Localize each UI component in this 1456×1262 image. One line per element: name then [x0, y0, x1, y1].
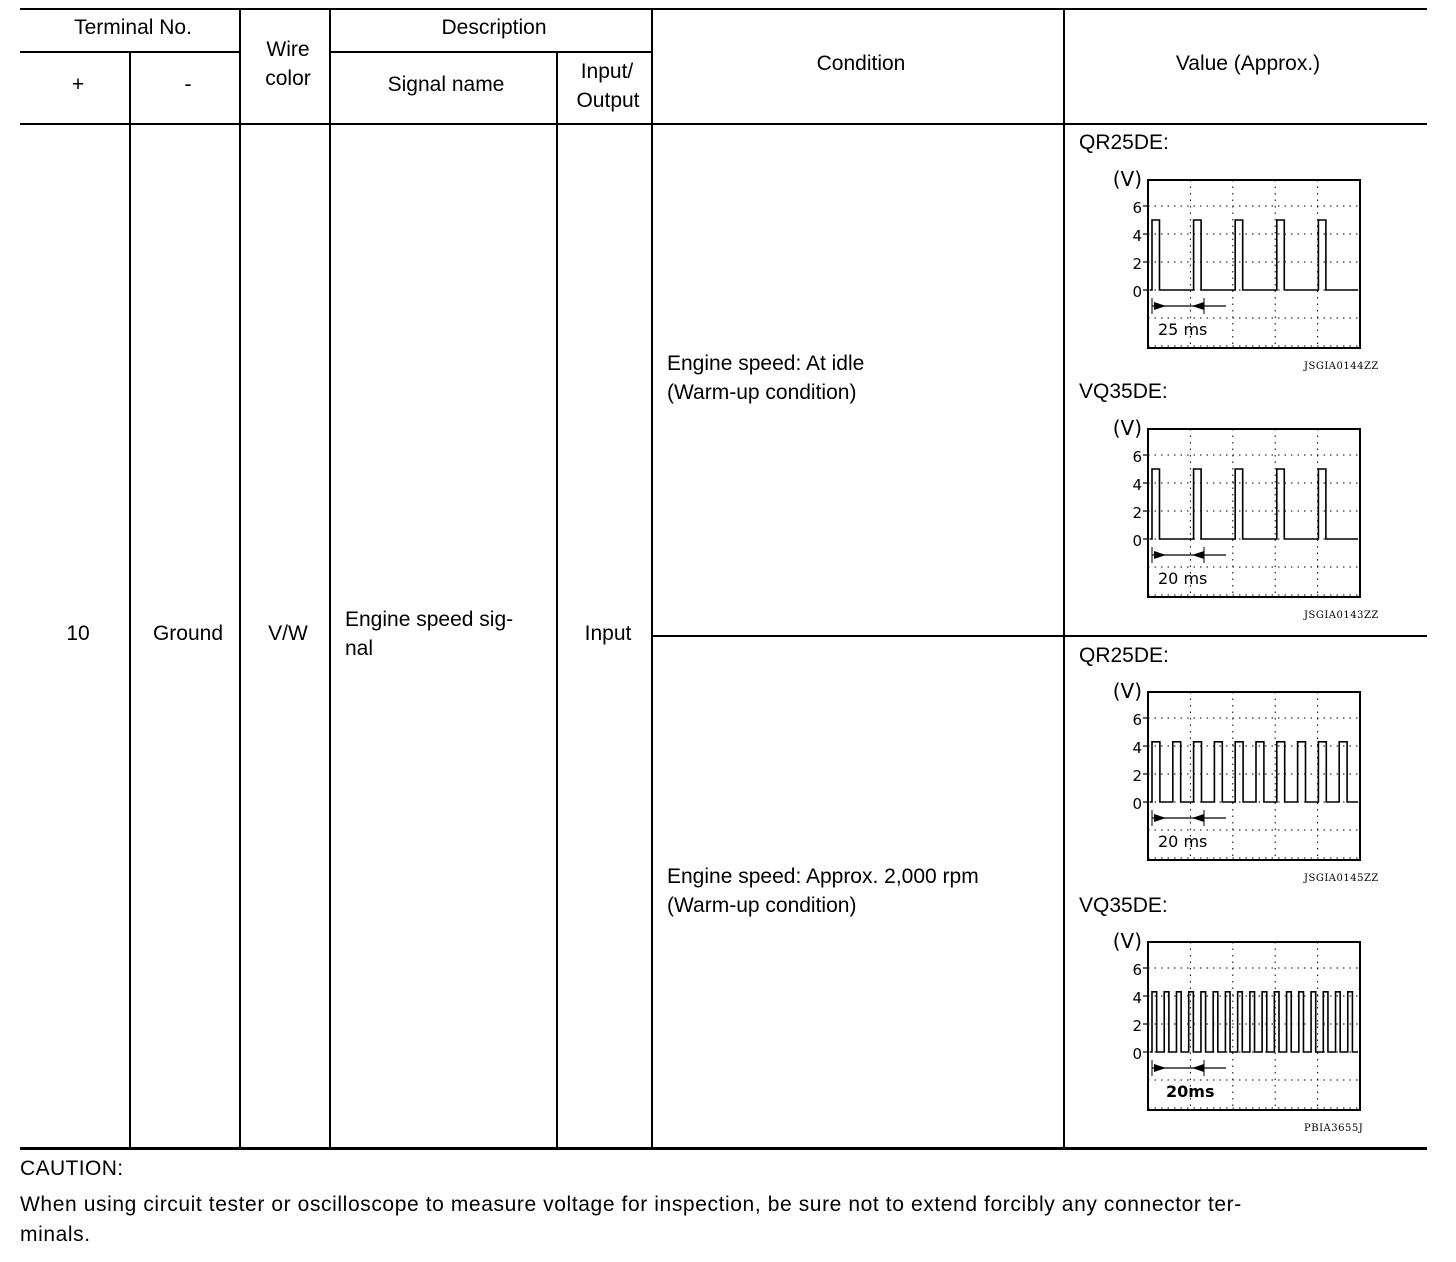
scope-vq35de-2000 — [1112, 929, 1370, 1120]
col-divider-2 — [239, 9, 241, 1148]
scope-waveform — [1150, 742, 1358, 802]
scope-tick-6: 6 — [1132, 711, 1142, 729]
scope-tick-0: 0 — [1132, 1045, 1142, 1063]
col-divider-4 — [556, 52, 558, 1148]
header-mid-rule-description — [330, 51, 652, 53]
scope-tick-4: 4 — [1132, 227, 1142, 245]
scope-qr25de-2000 — [1112, 679, 1370, 870]
period-arrow-head-right — [1192, 551, 1204, 559]
scope-code-vq35de-idle: JSGIA0143ZZ — [1304, 610, 1379, 621]
condition-2000rpm-line1: Engine speed: Approx. 2,000 rpm — [667, 865, 979, 888]
scope-vq35de-idle — [1112, 416, 1370, 607]
period-arrow-head-left — [1154, 1064, 1166, 1072]
signal-name-cell-line2: nal — [345, 637, 374, 660]
period-arrow-head-right — [1192, 302, 1204, 310]
scope-tick-4: 4 — [1132, 476, 1142, 494]
wire-color-cell: V/W — [268, 622, 308, 645]
col-divider-3 — [329, 9, 331, 1148]
scope-time-label: 20ms — [1166, 1082, 1215, 1101]
scope-tick-6: 6 — [1132, 199, 1142, 217]
header-wire-color-1: Wire — [266, 38, 310, 61]
table-bottom-border — [20, 1147, 1427, 1150]
col-divider-1 — [129, 52, 131, 1148]
header-condition: Condition — [816, 52, 906, 75]
scope-qr25de-idle — [1112, 167, 1370, 358]
condition-2000rpm-line2: (Warm-up condition) — [667, 894, 857, 917]
header-terminal-no: Terminal No. — [74, 16, 192, 39]
scope-unit-label: (V) — [1112, 929, 1142, 953]
scope-code-vq35de-2000: PBIA3655J — [1304, 1123, 1364, 1134]
scope-tick-0: 0 — [1132, 532, 1142, 550]
engine-label-qr25de-2000: QR25DE: — [1079, 644, 1169, 667]
period-arrow-head-left — [1154, 302, 1166, 310]
scope-waveform — [1150, 220, 1358, 290]
caution-text-line1: When using circuit tester or oscilloscope to measure voltage for inspection, be sure not to extend forcibly any connector ter- — [20, 1193, 1242, 1216]
engine-label-vq35de-idle: VQ35DE: — [1079, 380, 1168, 403]
header-bottom-rule — [20, 123, 1427, 125]
scope-waveform — [1150, 992, 1358, 1052]
header-description: Description — [441, 16, 547, 39]
engine-label-qr25de-idle: QR25DE: — [1079, 131, 1169, 154]
scope-unit-label: (V) — [1112, 679, 1142, 703]
condition-idle-line1: Engine speed: At idle — [667, 352, 865, 375]
col-divider-5 — [651, 9, 653, 1148]
header-signal-name: Signal name — [387, 73, 505, 96]
period-arrow-head-left — [1154, 814, 1166, 822]
col-divider-6 — [1063, 9, 1065, 1148]
scope-tick-2: 2 — [1132, 1017, 1142, 1035]
header-value: Value (Approx.) — [1175, 52, 1321, 75]
io-cell: Input — [584, 622, 632, 645]
caution-text-line2: minals. — [20, 1223, 91, 1246]
engine-label-vq35de-2000: VQ35DE: — [1079, 894, 1168, 917]
period-arrow-head-right — [1192, 814, 1204, 822]
header-plus: + — [71, 73, 85, 96]
scope-unit-label: (V) — [1112, 167, 1142, 191]
scope-tick-4: 4 — [1132, 739, 1142, 757]
scope-tick-4: 4 — [1132, 989, 1142, 1007]
scope-code-qr25de-2000: JSGIA0145ZZ — [1304, 873, 1379, 884]
scope-tick-0: 0 — [1132, 283, 1142, 301]
scope-waveform — [1150, 469, 1358, 539]
period-arrow-head-left — [1154, 551, 1166, 559]
scope-tick-2: 2 — [1132, 767, 1142, 785]
condition-divider — [652, 635, 1427, 637]
header-wire-color-2: color — [265, 67, 311, 90]
terminal-plus-cell: 10 — [66, 622, 90, 645]
header-minus: - — [184, 73, 192, 96]
scope-unit-label: (V) — [1112, 416, 1142, 440]
scope-time-label: 20 ms — [1158, 569, 1208, 588]
terminal-minus-cell: Ground — [152, 622, 224, 645]
scope-time-label: 25 ms — [1158, 320, 1208, 339]
table-top-border — [20, 8, 1427, 10]
scope-tick-0: 0 — [1132, 795, 1142, 813]
scope-tick-2: 2 — [1132, 504, 1142, 522]
caution-title: CAUTION: — [20, 1157, 124, 1180]
header-io-2: Output — [576, 89, 640, 112]
scope-time-label: 20 ms — [1158, 832, 1208, 851]
condition-idle-line2: (Warm-up condition) — [667, 381, 857, 404]
scope-tick-6: 6 — [1132, 961, 1142, 979]
scope-tick-2: 2 — [1132, 255, 1142, 273]
scope-code-qr25de-idle: JSGIA0144ZZ — [1304, 361, 1379, 372]
signal-name-cell-line1: Engine speed sig- — [345, 608, 514, 631]
header-io-1: Input/ — [580, 60, 634, 83]
scope-tick-6: 6 — [1132, 448, 1142, 466]
period-arrow-head-right — [1192, 1064, 1204, 1072]
